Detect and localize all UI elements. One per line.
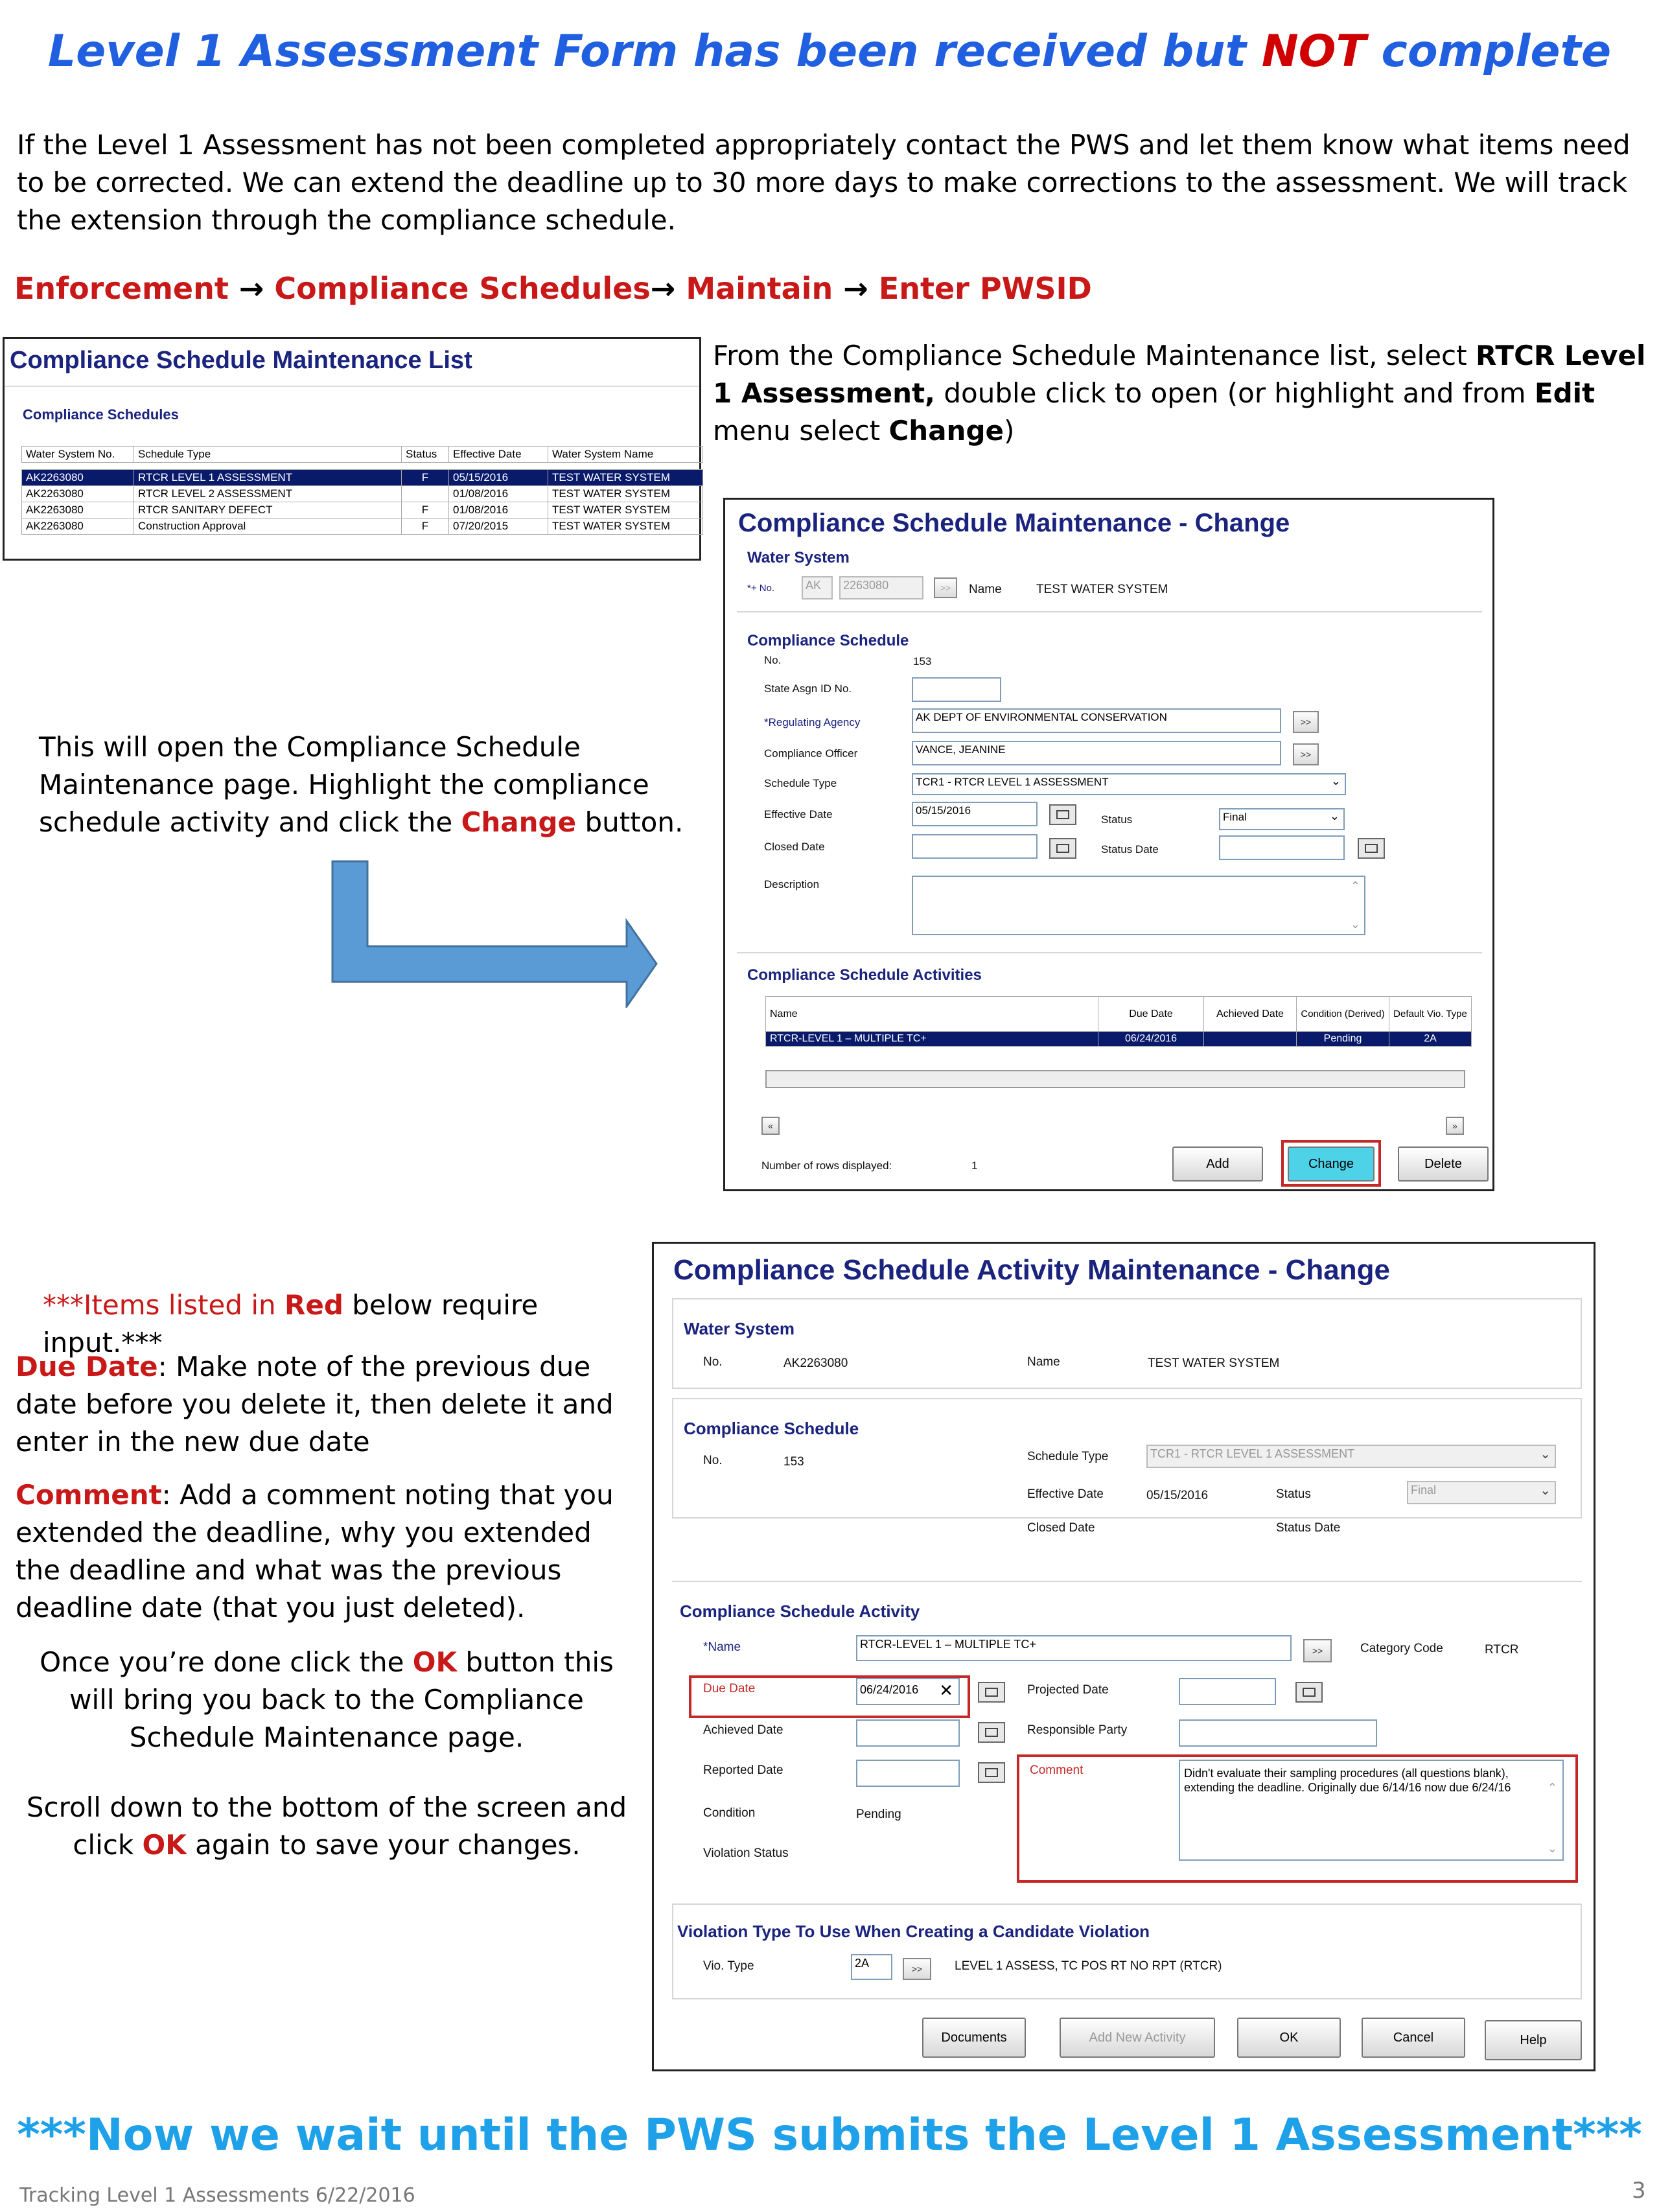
due-date-label: Due Date	[703, 1682, 756, 1695]
compliance-schedule-section: Compliance Schedule	[684, 1419, 859, 1438]
status-label: Status	[1276, 1487, 1311, 1501]
column-header[interactable]: Name	[766, 997, 1098, 1032]
closed-date-label: Closed Date	[1027, 1521, 1095, 1535]
scroll-icon[interactable]: ⌄	[1350, 918, 1360, 931]
scroll-icon[interactable]: ⌄	[1547, 1842, 1557, 1855]
category-code-value: RTCR	[1485, 1643, 1519, 1657]
scroll-note: Scroll down to the bottom of the screen and click OK again to save your changes.	[26, 1791, 627, 1861]
compliance-schedule-section: Compliance Schedule	[747, 632, 909, 649]
vio-type-description: LEVEL 1 ASSESS, TC POS RT NO RPT (RTCR)	[955, 1959, 1222, 1973]
column-header[interactable]: Effective Date	[449, 447, 548, 463]
officer-lookup-button[interactable]: >>	[1293, 743, 1319, 765]
table-row[interactable]: RTCR-LEVEL 1 – MULTIPLE TC+ 06/24/2016 Pending 2A	[766, 1032, 1472, 1047]
first-page-button[interactable]: «	[761, 1117, 780, 1135]
schedule-list-table	[21, 446, 703, 535]
condition-label: Condition	[703, 1806, 756, 1820]
add-button[interactable]: Add	[1172, 1147, 1263, 1182]
effective-date-value: 05/15/2016	[1146, 1489, 1209, 1502]
activity-window-title: Compliance Schedule Activity Maintenance - Change	[673, 1254, 1390, 1286]
condition-value: Pending	[856, 1808, 901, 1821]
reported-date-label: Reported Date	[703, 1764, 783, 1777]
schedule-no-value: 153	[913, 655, 932, 668]
officer-label: Compliance Officer	[764, 747, 858, 760]
calendar-icon[interactable]	[978, 1762, 1005, 1783]
comment-field[interactable]: Didn't evaluate their sampling procedures (all questions blank), extending the deadline. Originally due 6/14/16 now due 6/24/16 ⌃ ⌄	[1179, 1760, 1564, 1861]
schedule-list-window	[3, 337, 701, 561]
vio-type-label: Vio. Type	[703, 1959, 754, 1973]
column-header[interactable]: Schedule Type	[134, 447, 402, 463]
vio-type-field[interactable]: 2A	[851, 1954, 892, 1980]
table-row[interactable]: AK2263080 Construction Approval F 07/20/2015 TEST WATER SYSTEM	[22, 518, 703, 535]
comment-note: Comment: Add a comment noting that you extended the deadline, why you extended the deadline and what was the previous deadline date (that you just deleted).	[16, 1479, 614, 1624]
water-system-panel	[672, 1298, 1582, 1389]
water-system-number-field[interactable]: 2263080	[839, 576, 923, 600]
state-prefix-field[interactable]: AK	[802, 576, 833, 600]
cs-no-label: No.	[703, 1454, 723, 1467]
ws-no-value: AK2263080	[783, 1356, 848, 1370]
status-select[interactable]: Final ⌄	[1407, 1481, 1556, 1504]
schedule-type-select[interactable]: TCR1 - RTCR LEVEL 1 ASSESSMENT ⌄	[912, 773, 1346, 795]
help-button[interactable]: Help	[1485, 2020, 1582, 2060]
list-section-label: Compliance Schedules	[23, 406, 179, 423]
activity-lookup-button[interactable]: >>	[1303, 1639, 1332, 1662]
rows-displayed-label: Number of rows displayed:	[761, 1159, 892, 1172]
state-id-label: State Asgn ID No.	[764, 682, 852, 695]
achieved-date-field[interactable]	[856, 1719, 960, 1747]
projected-date-label: Projected Date	[1027, 1683, 1109, 1697]
clear-icon[interactable]: ✕	[939, 1681, 953, 1700]
calendar-icon[interactable]	[1049, 804, 1076, 825]
effective-date-field[interactable]: 05/15/2016	[912, 802, 1038, 826]
documents-button[interactable]: Documents	[922, 2018, 1026, 2058]
water-system-section: Water System	[684, 1319, 795, 1338]
description-field[interactable]	[912, 876, 1365, 935]
table-row[interactable]: AK2263080 RTCR SANITARY DEFECT F 01/08/2016 TEST WATER SYSTEM	[22, 502, 703, 518]
chevron-down-icon: ⌄	[1330, 774, 1341, 787]
description-label: Description	[764, 878, 820, 891]
ok-note: Once you’re done click the OK button this will bring you back to the Compliance Schedule Maintenance page.	[40, 1646, 614, 1753]
table-row[interactable]: AK2263080 RTCR LEVEL 1 ASSESSMENT F 05/15/2016 TEST WATER SYSTEM	[22, 470, 703, 486]
responsible-party-field[interactable]	[1179, 1719, 1377, 1747]
list-window-title: Compliance Schedule Maintenance List	[10, 347, 472, 374]
status-select[interactable]: Final ⌄	[1219, 808, 1345, 830]
activities-table	[765, 996, 1472, 1047]
comment-label: Comment	[1030, 1764, 1084, 1777]
category-code-label: Category Code	[1360, 1642, 1443, 1655]
name-value: TEST WATER SYSTEM	[1036, 583, 1168, 596]
column-header[interactable]: Achieved Date	[1204, 997, 1297, 1032]
water-system-section: Water System	[747, 549, 850, 566]
bottom-message: ***Now we wait until the PWS submits the Level 1 Assessment***	[17, 2110, 1642, 2161]
table-row[interactable]: AK2263080 RTCR LEVEL 2 ASSESSMENT 01/08/2016 TEST WATER SYSTEM	[22, 486, 703, 502]
effective-date-label: Effective Date	[1027, 1487, 1104, 1501]
navigation-path: Enforcement → Compliance Schedules→ Maintain → Enter PWSID	[14, 271, 1092, 306]
no-label: *+ No.	[747, 583, 775, 594]
chevron-down-icon: ⌄	[1540, 1447, 1551, 1461]
list-instruction: From the Compliance Schedule Maintenance list, select RTCR Level 1 Assessment, double click to open (or highlight and from Edit menu select Change)	[713, 340, 1646, 447]
achieved-date-label: Achieved Date	[703, 1723, 783, 1737]
require-note: ***Items listed in Red below require input.***	[43, 1289, 539, 1358]
last-page-button[interactable]: »	[1446, 1117, 1464, 1135]
schedule-type-select[interactable]: TCR1 - RTCR LEVEL 1 ASSESSMENT ⌄	[1146, 1445, 1556, 1468]
name-label: Name	[969, 583, 1002, 596]
violation-panel	[672, 1903, 1582, 1999]
change-window-title: Compliance Schedule Maintenance - Change	[738, 509, 1290, 537]
scroll-icon[interactable]: ⌃	[1547, 1781, 1557, 1794]
schedule-type-label: Schedule Type	[1027, 1450, 1109, 1463]
footer: Tracking Level 1 Assessments 6/22/2016	[19, 2184, 415, 2207]
cs-no-value: 153	[783, 1455, 804, 1469]
activity-name-field[interactable]: RTCR-LEVEL 1 – MULTIPLE TC+	[856, 1635, 1292, 1661]
calendar-icon[interactable]	[978, 1722, 1005, 1743]
activity-section: Compliance Schedule Activity	[680, 1601, 920, 1621]
chevron-down-icon: ⌄	[1329, 809, 1340, 822]
vio-type-lookup-button[interactable]: >>	[903, 1958, 931, 1980]
closed-date-label: Closed Date	[764, 841, 825, 853]
column-header[interactable]: Condition (Derived)	[1297, 997, 1389, 1032]
open-instruction: This will open the Compliance Schedule Maintenance page. Highlight the compliance schedule activity and click the Change button.	[39, 731, 684, 838]
schedule-no-label: No.	[764, 654, 782, 666]
change-highlight	[1281, 1140, 1381, 1187]
projected-date-field[interactable]	[1179, 1678, 1276, 1705]
page-number: 3	[1632, 2178, 1646, 2204]
ws-name-label: Name	[1027, 1355, 1060, 1369]
column-header[interactable]: Default Vio. Type	[1389, 997, 1472, 1032]
due-date-field[interactable]: 06/24/2016 ✕	[856, 1678, 960, 1705]
status-date-field[interactable]	[1219, 835, 1345, 860]
activity-name-label: *Name	[703, 1640, 741, 1654]
calendar-icon[interactable]	[1295, 1682, 1323, 1703]
horizontal-scrollbar[interactable]	[765, 1070, 1465, 1088]
violation-status-label: Violation Status	[703, 1846, 789, 1860]
ws-no-label: No.	[703, 1355, 723, 1369]
column-header[interactable]: Water System Name	[548, 447, 703, 463]
calendar-icon[interactable]	[1358, 838, 1385, 859]
due-date-note: Due Date: Make note of the previous due date before you delete it, then delete it and enter in the new due date	[16, 1351, 614, 1458]
schedule-type-label: Schedule Type	[764, 777, 837, 789]
agency-field[interactable]: AK DEPT OF ENVIRONMENTAL CONSERVATION	[912, 708, 1281, 733]
activity-change-window	[652, 1242, 1595, 2071]
status-date-label: Status Date	[1101, 843, 1159, 856]
schedule-change-window	[723, 498, 1494, 1191]
cancel-button[interactable]: Cancel	[1362, 2018, 1465, 2058]
delete-button[interactable]: Delete	[1398, 1147, 1489, 1182]
column-header[interactable]: Due Date	[1098, 997, 1204, 1032]
state-id-field[interactable]	[912, 677, 1001, 702]
column-header[interactable]: Status	[402, 447, 449, 463]
responsible-party-label: Responsible Party	[1027, 1723, 1128, 1737]
rows-displayed-value: 1	[971, 1159, 978, 1172]
closed-date-field[interactable]	[912, 834, 1038, 859]
status-label: Status	[1101, 813, 1133, 826]
change-button[interactable]: Change	[1288, 1147, 1375, 1182]
reported-date-field[interactable]	[856, 1760, 960, 1787]
ws-name-value: TEST WATER SYSTEM	[1148, 1356, 1280, 1370]
lookup-button[interactable]: >>	[934, 577, 957, 598]
intro-paragraph: If the Level 1 Assessment has not been completed appropriately contact the PWS and let them know what items need to be corrected. We can extend the deadline up to 30 more days to make corrections to the assessment. We will track the extension through the compliance schedule.	[17, 129, 1630, 236]
column-header[interactable]: Water System No.	[22, 447, 134, 463]
calendar-icon[interactable]	[978, 1682, 1005, 1703]
agency-label: *Regulating Agency	[764, 716, 861, 728]
page-title: Level 1 Assessment Form has been received but NOT complete	[47, 26, 1612, 77]
add-new-activity-button[interactable]: Add New Activity	[1060, 2018, 1215, 2058]
officer-field[interactable]: VANCE, JEANINE	[912, 741, 1281, 765]
chevron-down-icon: ⌄	[1540, 1484, 1551, 1498]
violation-section: Violation Type To Use When Creating a Candidate Violation	[677, 1922, 1150, 1941]
arrow-right-icon	[327, 859, 664, 1008]
ok-button[interactable]: OK	[1237, 2018, 1341, 2058]
effective-date-label: Effective Date	[764, 808, 833, 821]
status-date-label: Status Date	[1276, 1521, 1341, 1535]
scroll-icon[interactable]: ⌃	[1350, 879, 1360, 892]
agency-lookup-button[interactable]: >>	[1293, 711, 1319, 733]
activities-section: Compliance Schedule Activities	[747, 966, 982, 984]
calendar-icon[interactable]	[1049, 838, 1076, 859]
